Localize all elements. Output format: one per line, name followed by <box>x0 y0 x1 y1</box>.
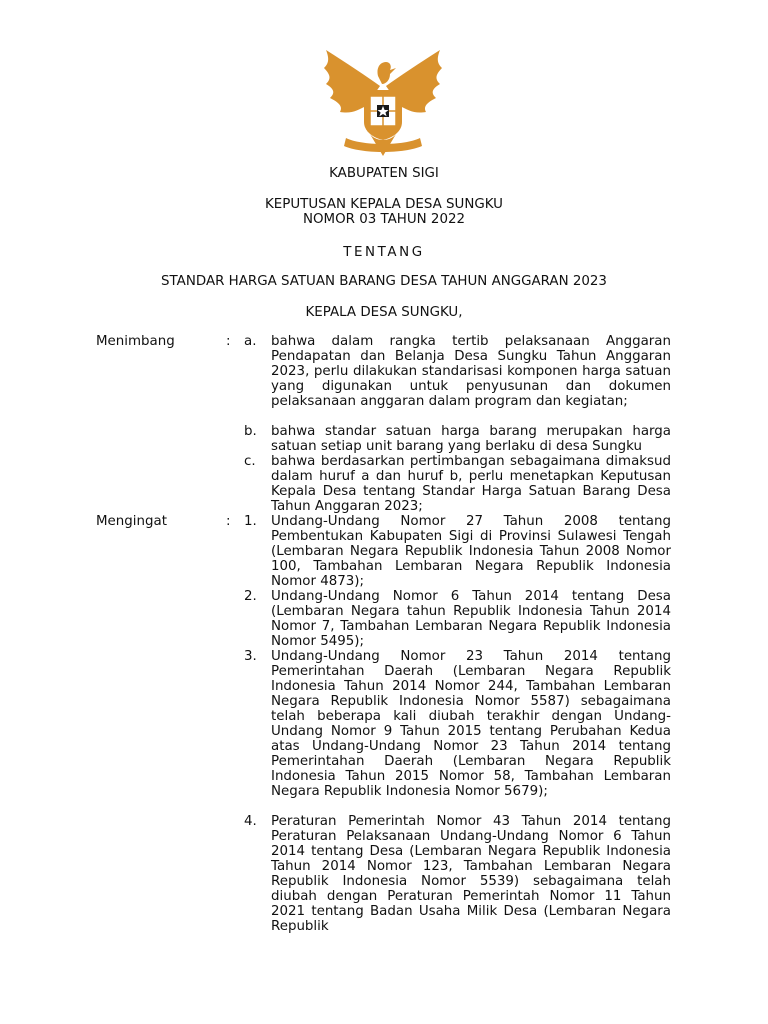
item-marker: 2. <box>244 589 257 604</box>
mengingat-item <box>244 589 672 649</box>
decree-number: NOMOR 03 TAHUN 2022 <box>302 212 466 227</box>
menimbang-label: Menimbang <box>96 334 175 349</box>
item-marker: 3. <box>244 649 257 664</box>
regency-name: KABUPATEN SIGI <box>329 166 439 181</box>
item-text: bahwa standar satuan harga barang merupakan harga satuan setiap unit barang yang berlaku di desa Sungku <box>271 424 671 454</box>
menimbang-item <box>244 334 672 409</box>
item-text: bahwa dalam rangka tertib pelaksanaan Anggaran Pendapatan dan Belanja Desa Sungku Tahun Anggaran 2023, perlu dilakukan standarisasi komponen harga satuan yang digunakan untuk penyusunan dan dokumen pelaksanaan anggaran dalam program dan kegiatan; <box>271 334 671 409</box>
menimbang-item <box>244 454 672 514</box>
item-marker: b. <box>244 424 257 439</box>
item-marker: 1. <box>244 514 257 529</box>
mengingat-item <box>244 814 672 934</box>
mengingat-item <box>244 514 672 589</box>
mengingat-colon: : <box>226 514 231 529</box>
menimbang-colon: : <box>226 334 231 349</box>
issuer-line: KEPALA DESA SUNGKU, <box>305 305 463 320</box>
item-marker: 4. <box>244 814 257 829</box>
item-text: Peraturan Pemerintah Nomor 43 Tahun 2014 tentang Peraturan Pelaksanaan Undang-Undang Nomor 6 Tahun 2014 tentang Desa (Lembaran Negara Republik Indonesia Tahun 2014 Nomor 123, Tambahan Lembaran Negara Republik Indonesia Nomor 5539) sebagaimana telah diubah dengan Peraturan Pemerintah Nomor 11 Tahun 2021 tentang Badan Usaha Milik Desa (Lembaran Negara Republik <box>271 814 671 934</box>
item-text: Undang-Undang Nomor 27 Tahun 2008 tentang Pembentukan Kabupaten Sigi di Provinsi Sulawesi Tengah (Lembaran Negara Republik Indonesia Tahun 2008 Nomor 100, Tambahan Lembaran Negara Republik Indonesia Nomor 4873); <box>271 514 671 589</box>
item-marker: a. <box>244 334 257 349</box>
garuda-pancasila-emblem-icon <box>318 46 448 160</box>
item-marker: c. <box>244 454 256 469</box>
item-text: Undang-Undang Nomor 6 Tahun 2014 tentang Desa (Lembaran Negara tahun Republik Indonesia Tahun 2014 Nomor 7, Tambahan Lembaran Negara Republik Indonesia Nomor 5495); <box>271 589 671 649</box>
decree-title: KEPUTUSAN KEPALA DESA SUNGKU <box>265 197 503 212</box>
about-heading: TENTANG <box>343 245 425 260</box>
item-text: Undang-Undang Nomor 23 Tahun 2014 tentang Pemerintahan Daerah (Lembaran Negara Republik Indonesia Tahun 2014 Nomor 244, Tambahan Lembaran Negara Republik Indonesia Nomor 5587) sebagaimana telah beberapa kali diubah terakhir dengan Undang-Undang Nomor 9 Tahun 2015 tentang Perubahan Kedua atas Undang-Undang Nomor 23 Tahun 2014 tentang Pemerintahan Daerah (Lembaran Negara Republik Indonesia Tahun 2015 Nomor 58, Tambahan Lembaran Negara Republik Indonesia Nomor 5679); <box>271 649 671 799</box>
mengingat-label: Mengingat <box>96 514 167 529</box>
decree-subject: STANDAR HARGA SATUAN BARANG DESA TAHUN ANGGARAN 2023 <box>161 274 607 289</box>
mengingat-item <box>244 649 672 799</box>
item-text: bahwa berdasarkan pertimbangan sebagaimana dimaksud dalam huruf a dan huruf b, perlu menetapkan Keputusan Kepala Desa tentang Standar Harga Satuan Barang Desa Tahun Anggaran 2023; <box>271 454 671 514</box>
menimbang-item <box>244 424 672 454</box>
